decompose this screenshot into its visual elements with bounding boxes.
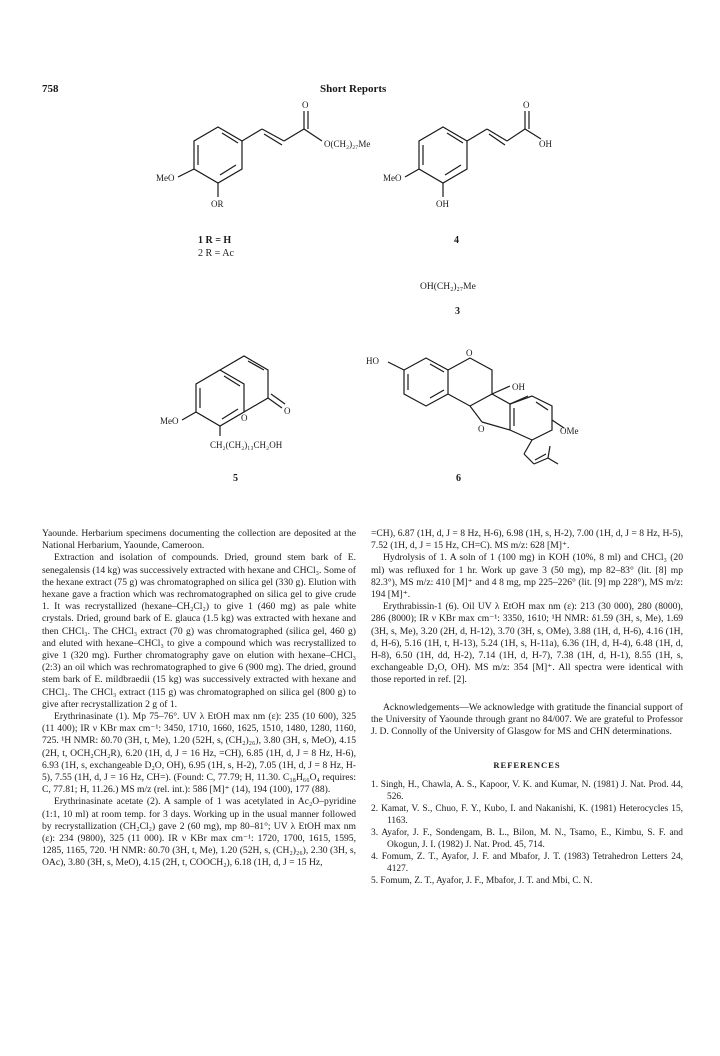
structure-5-diagram <box>150 350 350 460</box>
structure-6-diagram <box>360 340 580 470</box>
s4-methoxy-label: MeO <box>383 173 402 183</box>
body-paragraph: Hydrolysis of 1. A soln of 1 (100 mg) in KOH (10%, 8 ml) and CHCl₃ (20 ml) was refluxed for 1 hr. Work up gave 3 (50 mg), mp 82–83° (lit. [8] mp 82.3°), MS m/z: 410 [M]⁺ and 4 8 mg, mp 225–226° (lit. [9] mp 228°), MS m/z: 194 [M]⁺. <box>371 552 683 601</box>
body-paragraph: Yaounde. Herbarium specimens documenting the collection are deposited at the National Herbarium, Yaounde, Cameroon. <box>42 528 356 552</box>
acknowledgements: Acknowledgements—We acknowledge with gratitude the financial support of the University of Yaounde through grant no 84/007. We are grateful to Professor J. D. Connolly of the University of Glasgow for MS and CHN determinations. <box>371 701 683 738</box>
body-paragraph: Extraction and isolation of compounds. Dried, ground stem bark of E. senegalensis (14 kg) was successively extracted with hexane and CHCl₃. Some of the hexane extract (75 g) was chromatographed on silica gel (330 g). Elution with hexane gave a fraction which was rechromatographed on silica gel to give crude 1. It was recrystallized (hexane–CH₂Cl₂) to give 1 (460 mg) as pale white crystals. Dried, ground bark of E. glauca (1.5 kg) was extracted with hexane and then CHCl₃. The CHCl₃ extract (70 g) was chromatographed (silica gel, 460 g) and eluted with hexane–CHCl₃ to give a compound which was recrystallized to give 1 (320 mg). Further chromatography gave on elution with hexane–CHCl₃ (2:3) an oil which was rechromatographed to give 6 (900 mg). The dried, ground stem bark of E. mildbraedii (15 kg) was successively extracted with hexane and CHCl₃. The CHCl₃ extract (115 g) was chromatographed on silica gel (800 g) to give after recrystallization 2 g of 1. <box>42 552 356 710</box>
s6-ho-label: HO <box>366 356 379 366</box>
s6-furan-o-label: O <box>478 424 485 434</box>
s1-methoxy-label: MeO <box>156 173 175 183</box>
structure-4-diagram <box>383 100 555 215</box>
running-title: Short Reports <box>320 83 387 95</box>
s6-oh-label: OH <box>512 382 525 392</box>
s5-methoxy-label: MeO <box>160 416 179 426</box>
s6-ring-o-label: O <box>466 348 473 358</box>
s5-oxo-label: O <box>284 406 291 416</box>
structure-1-label: 1 R = H <box>198 235 232 246</box>
reference-item: 3. Ayafor, J. F., Sondengam, B. L., Bilon, M. N., Tsamo, E., Kimbu, S. F. and Okogun, J. I. (1982) J. Nat. Prod. 45, 714. <box>371 828 683 851</box>
structure-4-label: 4 <box>454 235 459 246</box>
page-number: 758 <box>42 83 59 95</box>
structure-1-diagram <box>150 100 400 215</box>
right-column <box>371 528 683 887</box>
s1-substituent-label: O(CH₂)₂₇Me <box>324 139 371 149</box>
s4-acid-oh-label: OH <box>539 139 552 149</box>
body-paragraph: Erythrinasinate (1). Mp 75–76°. UV λ EtOH max nm (ε): 235 (10 600), 325 (11 400); IR ν KBr max cm⁻¹: 3450, 1710, 1660, 1625, 1510, 1480, 1280, 1160, 725. ¹H NMR: δ0.70 (3H, t, Me), 1.20 (52H, s, (CH₂)₂₆), 3.80 (3H, s, MeO), 4.15 (2H, t, OCH₂CH₂R), 6.20 (1H, d, J = 16 Hz, =CH), 6.85 (1H, d, J = 8 Hz, H-6), 6.93 (1H, s, exchangeable D₂O, OH), 6.95 (1H, s, H-2), 7.05 (1H, d, J = 8 Hz, H-5), 7.55 (1H, d, J = 16 Hz, CH=). (Found: C, 77.79; H, 11.30. C₃₈H₆₆O₄ requires: C, 77.81; H, 11.26.) MS m/z (rel. int.): 586 [M]⁺ (14), 194 (100), 177 (88). <box>42 711 356 796</box>
s5-chain-label: CH₂(CH₂)₁₃CH₂OH <box>210 440 283 450</box>
s6-methoxy-label: OMe <box>560 426 579 436</box>
body-paragraph: =CH), 6.87 (1H, d, J = 8 Hz, H-6), 6.98 (1H, s, H-2), 7.00 (1H, d, J = 8 Hz, H-5), 7.52 (1H, d, J = 15 Hz, CH=C). MS m/z: 628 [M]⁺. <box>371 528 683 552</box>
structure-6-label: 6 <box>456 473 461 484</box>
s1-or-label: OR <box>211 199 224 209</box>
structure-2-label: 2 R = Ac <box>198 248 234 259</box>
s4-oxo-label: O <box>523 100 530 110</box>
reference-item: 5. Fomum, Z. T., Ayafor, J. F., Mbafor, J. T. and Mbi, C. N. <box>371 876 593 887</box>
body-paragraph: Erythrabissin-1 (6). Oil UV λ EtOH max nm (ε): 213 (30 000), 280 (8000), 286 (8000); IR ν KBr max cm⁻¹: 3350, 1610; ¹H NMR: δ1.59 (3H, s, Me), 1.69 (3H, s, Me), 3.20 (2H, d, H-12), 3.70 (3H, s, OMe), 3.88 (1H, d, H-6), 4.16 (1H, d, H-6), 5.16 (1H, t, H-13), 5.24 (1H, s, H-11a), 6.36 (1H, d, H-4), 6.48 (1H, d, H-8), 6.50 (1H, dd, H-2), 7.14 (1H, d, H-7), 7.38 (1H, d, H-1), 8.55 (1H, s, exchangeable D₂O, OH). MS m/z: 354 [M]⁺. All spectra were identical with those reported in ref. [2]. <box>371 601 683 686</box>
s4-oh-label: OH <box>436 199 449 209</box>
reference-item: 4. Fomum, Z. T., Ayafor, J. F. and Mbafor, J. T. (1983) Tetrahedron Letters 24, 4127. <box>371 852 683 875</box>
references-heading: REFERENCES <box>493 760 561 771</box>
reference-item: 2. Kamat, V. S., Chuo, F. Y., Kubo, I. and Nakanishi, K. (1981) Heterocycles 15, 1163. <box>371 804 683 827</box>
body-paragraph: Erythrinasinate acetate (2). A sample of 1 was acetylated in Ac₂O–pyridine (1:1, 10 ml) at room temp. for 3 days. Working up in the usual manner followed by recrystallization (CH₂Cl₂) gave 2 (60 mg), mp 80–81°; UV λ EtOH max nm (ε): 234 (9800), 325 (11 000). IR ν KBr max cm⁻¹: 1720, 1700, 1615, 1595, 1285, 1165, 720. ¹H NMR: δ0.70 (3H, t, Me), 1.20 (52H, s, (CH₂)₂₆), 2.30 (3H, s, OAc), 3.80 (3H, s, MeO), 4.15 (2H, t, COOCH₂), 6.18 (1H, d, J = 15 Hz, <box>42 796 356 869</box>
s1-oxo-label: O <box>302 100 309 110</box>
structure-3-label: 3 <box>455 306 460 317</box>
structure-5-label: 5 <box>233 473 238 484</box>
reference-item: 1. Singh, H., Chawla, A. S., Kapoor, V. K. and Kumar, N. (1981) J. Nat. Prod. 44, 526. <box>371 780 683 803</box>
structure-3-formula: OH(CH₂)₂₇Me <box>420 282 476 292</box>
s5-ring-o-label: O <box>241 413 248 423</box>
left-column <box>42 528 356 870</box>
